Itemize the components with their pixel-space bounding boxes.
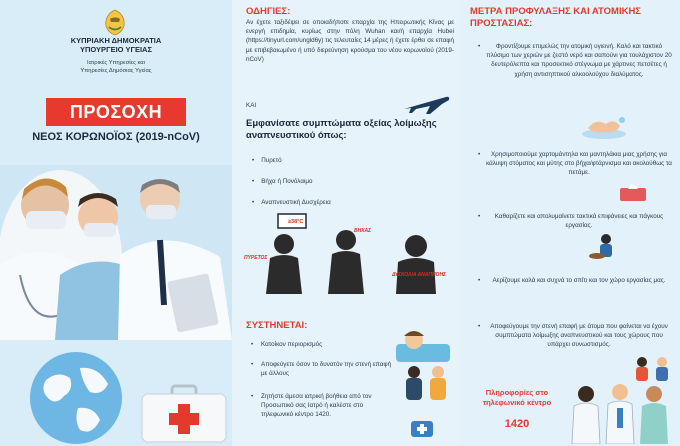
- ministry-name: [20, 36, 212, 54]
- breath-label: ΔΥΣΚΟΛΙΑ ΑΝΑΠΝΟΗΣ: [392, 272, 447, 278]
- alert-banner: ΠΡΟΣΟΧΗ: [46, 98, 186, 126]
- recommendation-item: [252, 392, 392, 419]
- services-line-2: Υπηρεσίες Δημόσιας Υγείας: [80, 67, 152, 74]
- fever-label: ΠΥΡΕΤΟΣ: [244, 255, 268, 261]
- and-connector: ΚΑΙ: [246, 102, 257, 109]
- symptoms-title: Εμφανίσατε συμπτώματα οξείας λοίμωξης αναπνευστικού όπως:: [246, 118, 437, 141]
- sick-people-icon: [246, 210, 456, 300]
- tissue-box-icon: [618, 180, 648, 202]
- cyprus-crest-icon: [102, 8, 128, 36]
- sick-in-bed-icon: [392, 322, 454, 366]
- doctors-icon: [568, 380, 674, 444]
- medical-case-icon: [410, 418, 434, 438]
- instructions-text: Αν έχετε ταξιδέψει σε οποιαδήποτε επαρχία της Ηπειρωτικής Κίνας με ενεργή επιδημία, κυρίως στην πόλη Wuhan και/ή επαρχία Hubei (https://tinyurl.com/ungld6y) τις τελευταίες 14 μέρες ή έχετε έρθει σε επαφή με επιβεβαιωμένο ή υπό διερεύνηση κρούσμα του νέου κορωνοϊού (2019-nCoV): [246, 19, 454, 63]
- symptom-item: • Πυρετό: [252, 157, 282, 164]
- measure-item: [478, 42, 674, 79]
- phone-number: 1420: [504, 418, 530, 430]
- recommendation-text: • Κατοίκον περιορισμός: [261, 341, 323, 348]
- first-aid-kit-icon: [138, 382, 230, 444]
- left-panel: [0, 0, 232, 446]
- symptom-item: • Αναπνευστική Δυσχέρεια: [252, 199, 331, 206]
- recommendations-title: ΣΥΣΤΗΝΕΤΑΙ:: [246, 320, 308, 331]
- medical-staff-image: [0, 165, 232, 340]
- info-label: Πληροφορίες στο τηλεφωνικό κέντρο: [482, 388, 552, 407]
- cough-label: ΒΗΧΑΣ: [354, 228, 372, 234]
- right-panel: [460, 0, 680, 446]
- measure-item: [478, 150, 674, 178]
- measure-text: • Χρησιμοποιούμε χαρτομάντηλα και μαντηλάκια μιας χρήσης για κάλυψη στόματος και μύτης στο βήχα/φτάρνισμα και ακολούθως τα πετάμε.: [486, 151, 672, 177]
- people-contact-icon: [400, 362, 452, 402]
- measure-item: [478, 322, 674, 350]
- ministry-line-1: ΚΥΠΡΙΑΚΗ ΔΗΜΟΚΡΑΤΙΑ: [70, 36, 162, 45]
- symptom-item: • Βήχα ή Πονόλαιμο: [252, 178, 313, 185]
- recommendation-text: • Αποφεύγετε όσον το δυνατόν την στενή επαφή με άλλους: [261, 361, 392, 377]
- hand-washing-icon: [580, 114, 628, 140]
- cleaning-person-icon: [588, 232, 618, 260]
- recommendation-item: [252, 360, 392, 378]
- measure-text: • Αερίζουμε καλά και συχνά το σπίτι και τον χώρο εργασίας μας.: [492, 277, 666, 284]
- services-name: [20, 60, 212, 75]
- measure-text: • Αποφεύγουμε την στενή επαφή με άτομα που φαίνεται να έχουν συμπτώματα λοίμωξης αναπνευστικού και τους χώρους που υπάρχει συνωστισμός.: [490, 323, 668, 349]
- recommendation-item: [252, 340, 392, 349]
- virus-subtitle: ΝΕΟΣ ΚΟΡΩΝΟΪΟΣ (2019-nCoV): [32, 131, 200, 143]
- measure-item: [478, 276, 674, 285]
- recommendation-text: • Ζητήστε άμεσα ιατρική βοήθεια από τον Προσωπικό σας Ιατρό ή καλέστε στο τηλεφωνικό κέντρο 1420.: [261, 393, 372, 418]
- instructions-title: ΟΔΗΓΙΕΣ:: [246, 6, 291, 17]
- airplane-icon: [402, 92, 450, 118]
- measure-text: • Φροντίζουμε επιμελώς την ατομική υγιεινή. Καλό και τακτικό πλύσιμο των χεριών με ζεστό νερό και σαπούνι για τουλάχιστον 20 δευτερόλεπτα και προσεκτικό στέγνωμα με χάρτινες πετσέτες ή χρήση αντισηπτικού αλκοολούχου διαλύματος.: [486, 43, 672, 78]
- services-line-1: Ιατρικές Υπηρεσίες και: [87, 60, 145, 66]
- middle-panel: [232, 0, 460, 446]
- measure-text: • Καθαρίζετε και απολυμαίνετε τακτικά επιφάνειες και πάγκους εργασίας.: [494, 213, 664, 230]
- measure-item: [478, 212, 674, 230]
- temperature-label: ≥38°C: [288, 219, 304, 225]
- symptoms-illustration: [246, 210, 456, 300]
- prevention-title: ΜΕΤΡΑ ΠΡΟΦΥΛΑΞΗΣ ΚΑΙ ΑΤΟΜΙΚΗΣ ΠΡΟΣΤΑΣΙΑΣ:: [470, 6, 642, 29]
- globe-icon: [28, 350, 124, 446]
- avoid-contact-icon: [632, 354, 672, 382]
- ministry-line-2: ΥΠΟΥΡΓΕΙΟ ΥΓΕΙΑΣ: [80, 45, 152, 54]
